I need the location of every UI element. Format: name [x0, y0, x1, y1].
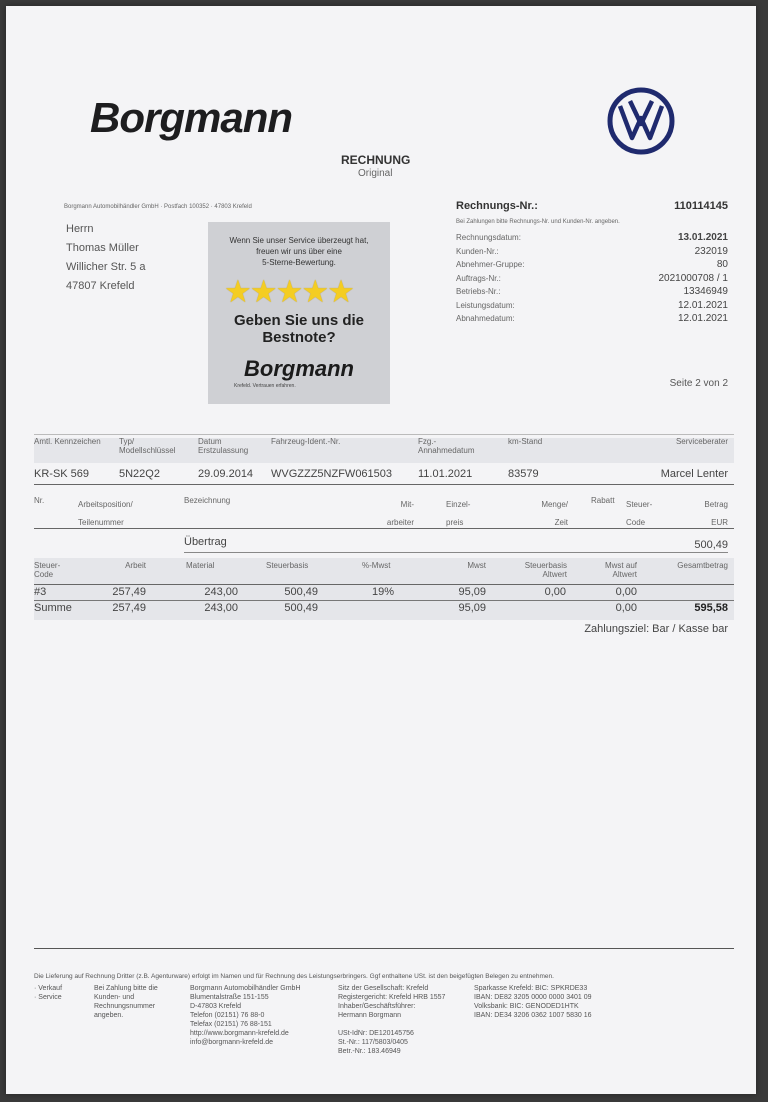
document-title: RECHNUNG	[341, 153, 411, 167]
invoice-number-label: Rechnungs-Nr.:	[456, 200, 538, 212]
divider	[184, 552, 728, 553]
divider	[34, 584, 734, 585]
invoice-detail-row: Abnehmer-Gruppe: 80	[456, 259, 728, 270]
tax-col-code: Steuer- Code	[34, 561, 61, 579]
promo-borgmann-logo: Borgmann	[244, 356, 354, 381]
vehicle-kennzeichen: KR-SK 569	[34, 468, 90, 480]
invoice-detail-row: Kunden-Nr.: 232019	[456, 246, 728, 257]
col-mitarbeiter: Mit- arbeiter	[386, 500, 414, 527]
uebertrag-value: 500,49	[694, 539, 728, 551]
footer-col-bank: Sparkasse Krefeld: BIC: SPKRDE33 IBAN: DE82 3205 0000 0000 3401 09 Volksbank: BIC: GENODED1HTK IBAN: DE34 3206 0362 1007 5830 16	[474, 985, 592, 1019]
vehicle-typ: 5N22Q2	[119, 468, 160, 480]
invoice-details	[456, 231, 728, 325]
tax-col-gesamt: Gesamtbetrag	[677, 561, 728, 570]
tax-row-mwst-altwert: 0,00	[615, 586, 637, 598]
divider	[34, 528, 734, 529]
tax-sum-mwst: 95,09	[458, 602, 486, 614]
col-betrag: Betrag EUR	[704, 500, 728, 527]
recipient-name: Thomas Müller	[66, 242, 139, 254]
tax-col-mwst-pct: %-Mwst	[362, 561, 391, 570]
col-km: km-Stand	[508, 437, 543, 446]
footer-divider	[34, 948, 734, 949]
page-number: Seite 2 von 2	[669, 378, 728, 389]
tax-row-code: #3	[34, 586, 47, 598]
promo-headline	[208, 312, 390, 346]
divider	[34, 600, 734, 601]
col-nr: Nr.	[34, 496, 45, 505]
divider	[34, 484, 734, 485]
tax-col-basis-altwert: Steuerbasis Altwert	[524, 561, 567, 579]
vehicle-serviceberater: Marcel Lenter	[660, 468, 728, 480]
footer-col-registry: Sitz der Gesellschaft: Krefeld Registergericht: Krefeld HRB 1557 Inhaber/Geschäftsführer: Hermann Borgmann USt-IdNr: DE120145756 St.-Nr.: 117/5803/0405 Betr.-Nr.: 183.46949	[338, 985, 446, 1055]
invoice-detail-row: Leistungsdatum: 12.01.2021	[456, 300, 728, 311]
tax-sum-steuerbasis: 500,49	[284, 602, 318, 614]
borgmann-logo: Borgmann	[90, 94, 292, 141]
tax-col-arbeit: Arbeit	[125, 561, 146, 570]
uebertrag-label: Übertrag	[184, 536, 227, 548]
col-serviceberater: Serviceberater	[675, 437, 728, 446]
col-annahmedatum: Fzg.- Annahmedatum	[418, 437, 475, 455]
invoice-detail-row: Auftrags-Nr.: 2021000708 / 1	[456, 273, 728, 284]
tax-col-mwst: Mwst	[467, 561, 486, 570]
tax-sum-label: Summe	[34, 602, 72, 614]
footer-notice: Die Lieferung auf Rechnung Dritter (z.B. Agenturware) erfolgt im Namen und für Rechnung des Leistungserbringers. Ggf enthaltene USt. ist den beigefügten Belegen zu entnehmen.	[34, 973, 554, 980]
tax-sum-mwst-altwert: 0,00	[615, 602, 637, 614]
promo-headline-1: Geben Sie uns die	[233, 312, 365, 329]
vw-logo-icon	[606, 86, 676, 156]
col-bezeichnung: Bezeichnung	[184, 496, 231, 505]
vehicle-annahmedatum: 11.01.2021	[418, 468, 473, 480]
footer-col-payment-note: Bei Zahlung bitte die Kunden- und Rechnungsnummer angeben.	[94, 985, 158, 1019]
recipient-city: 47807 Krefeld	[66, 280, 135, 292]
invoice-detail-row: Abnahmedatum: 12.01.2021	[456, 313, 728, 324]
vehicle-km: 83579	[508, 468, 539, 480]
payment-note: Bei Zahlungen bitte Rechnungs-Nr. und Kunden-Nr. angeben.	[456, 219, 620, 225]
col-fin: Fahrzeug-Ident.-Nr.	[271, 437, 341, 446]
promo-headline-2: Bestnote?	[262, 329, 336, 346]
divider	[34, 434, 734, 435]
rating-promo-box	[208, 222, 390, 404]
tax-row-steuerbasis: 500,49	[284, 586, 318, 598]
document-subtitle: Original	[358, 168, 393, 179]
tax-col-mwst-altwert: Mwst auf Altwert	[604, 561, 637, 579]
col-einzelpreis: Einzel- preis	[446, 500, 471, 527]
footer-col-address: Borgmann Automobilhändler GmbH Blumentalstraße 151-155 D-47803 Krefeld Telefon (02151) 76 88-0 Telefax (02151) 76 88-151 http://www.borgmann-krefeld.de info@borgmann-krefeld.de	[190, 985, 301, 1046]
sender-line: Borgmann Automobilhändler GmbH · Postfach 100352 · 47803 Krefeld	[64, 204, 252, 210]
tax-sum-gesamt: 595,58	[694, 602, 728, 614]
tax-row-mwst: 95,09	[458, 586, 486, 598]
zahlungsziel: Zahlungsziel: Bar / Kasse bar	[584, 623, 728, 635]
invoice-detail-row: Rechnungsdatum: 13.01.2021	[456, 232, 728, 243]
recipient-address	[66, 220, 145, 296]
tax-row-basis-altwert: 0,00	[544, 586, 566, 598]
col-typ: Typ/ Modellschlüssel	[119, 437, 176, 455]
invoice-page	[6, 6, 756, 1094]
tax-row-mwst-pct: 19%	[372, 586, 395, 598]
col-menge: Menge/ Zeit	[541, 500, 568, 527]
recipient-street: Willicher Str. 5 a	[66, 261, 146, 273]
tax-row-arbeit: 257,49	[112, 586, 146, 598]
tax-sum-material: 243,00	[204, 602, 238, 614]
col-kennzeichen: Amtl. Kennzeichen	[34, 437, 101, 446]
invoice-number-value: 110114145	[674, 200, 728, 212]
promo-text-1: Wenn Sie unser Service überzeugt hat,	[229, 236, 369, 245]
col-rabatt: Rabatt	[591, 496, 615, 505]
vehicle-fin: WVGZZZ5NZFW061503	[271, 468, 393, 480]
tax-sum-arbeit: 257,49	[112, 602, 146, 614]
vehicle-erstzulassung: 29.09.2014	[198, 468, 254, 480]
promo-text-2: freuen wir uns über eine	[256, 247, 342, 256]
col-arbeitsposition: Arbeitsposition/ Teilenummer	[78, 500, 133, 527]
col-erstzulassung: Datum Erstzulassung	[198, 437, 249, 455]
recipient-salutation: Herrn	[66, 223, 94, 235]
footer-col-departments: · Verkauf · Service	[34, 985, 63, 1001]
tax-row-material: 243,00	[204, 586, 238, 598]
tax-col-steuerbasis: Steuerbasis	[266, 561, 309, 570]
five-stars-icon: ★★★★★	[224, 274, 353, 309]
invoice-detail-row: Betriebs-Nr.: 13346949	[456, 286, 728, 297]
tax-col-material: Material	[186, 561, 215, 570]
promo-tagline: Krefeld. Vertrauen erfahren.	[234, 383, 296, 389]
col-steuercode: Steuer- Code	[626, 500, 653, 527]
promo-text-3: 5-Sterne-Bewertung.	[262, 258, 336, 267]
